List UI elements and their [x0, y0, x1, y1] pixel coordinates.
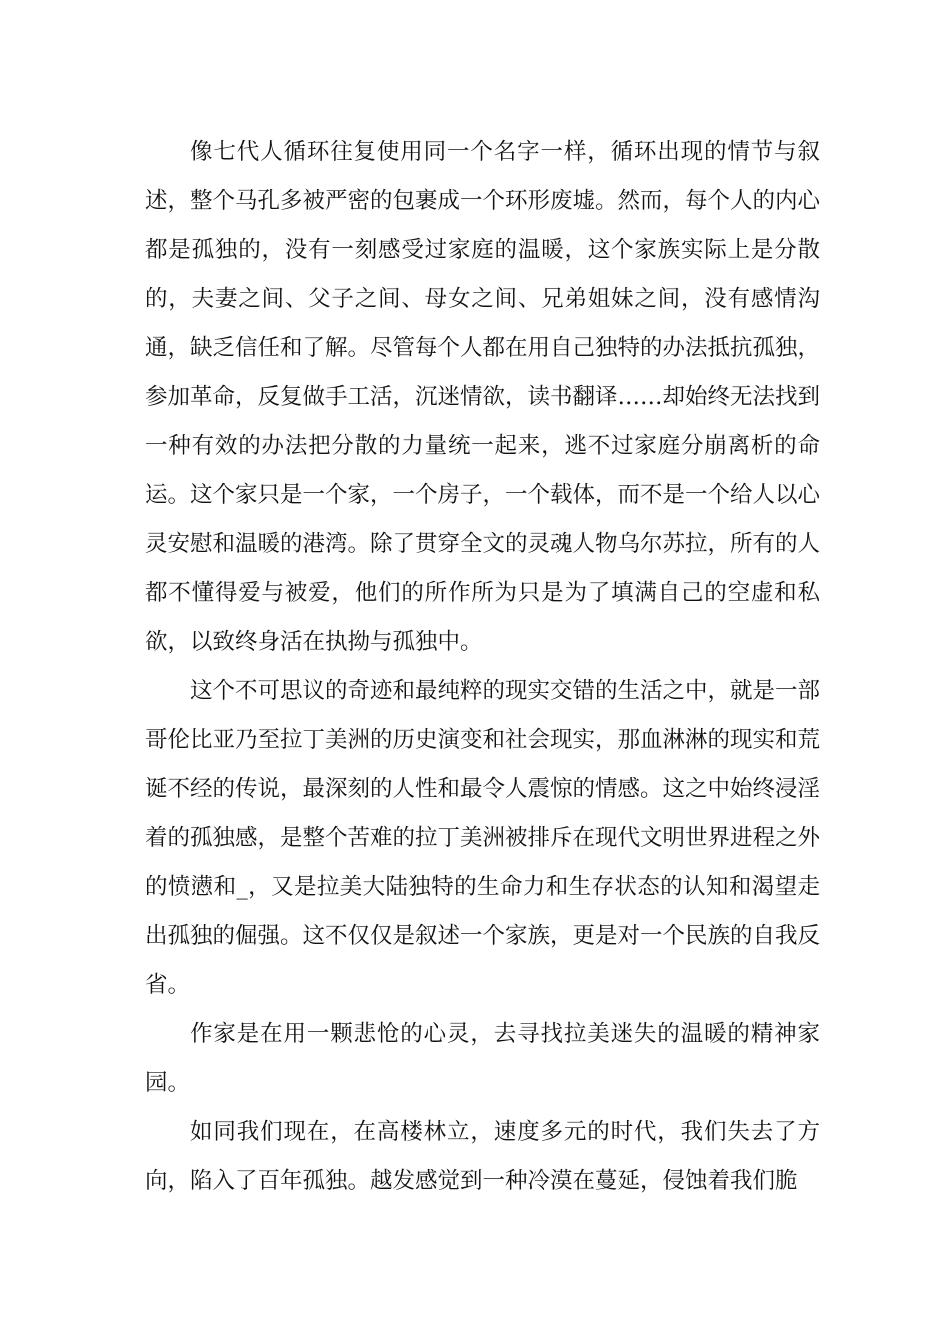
paragraph-3: 作家是在用一颗悲怆的心灵，去寻找拉美迷失的温暖的精神家园。: [145, 1021, 820, 1096]
paragraph-2: 这个不可思议的奇迹和最纯粹的现实交错的生活之中，就是一部哥伦比亚乃至拉丁美洲的历史演变和社会现实，那血淋淋的现实和荒诞不经的传说，最深刻的人性和最令人震惊的情感。这之中始终浸淫着的孤独感，是整个苦难的拉丁美洲被排斥在现代文明世界进程之外的愤懑和_，又是拉美大陆独特的生命力和生存状态的认知和渴望走出孤独的倔强。这不仅仅是叙述一个家族，更是对一个民族的自我反省。: [145, 678, 821, 998]
document-page: [145, 128, 820, 1206]
paragraph-1: 像七代人循环往复使用同一个名字一样，循环出现的情节与叙述，整个马孔多被严密的包裹成一个环形废墟。然而，每个人的内心都是孤独的，没有一刻感受过家庭的温暖，这个家族实际上是分散的，夫妻之间、父子之间、母女之间、兄弟姐妹之间，没有感情沟通，缺乏信任和了解。尽管每个人都在用自己独特的办法抵抗孤独，参加革命，反复做手工活，沉迷情欲，读书翻译……却始终无法找到一种有效的办法把分散的力量统一起来，逃不过家庭分崩离析的命运。这个家只是一个家，一个房子，一个载体，而不是一个给人以心灵安慰和温暖的港湾。除了贯穿全文的灵魂人物乌尔苏拉，所有的人都不懂得爱与被爱，他们的所作所为只是为了填满自己的空虚和私欲，以致终身活在执拗与孤独中。: [145, 139, 821, 655]
paragraph-4: 如同我们现在，在高楼林立，速度多元的时代，我们失去了方向，陷入了百年孤独。越发感觉到一种冷漠在蔓延，侵蚀着我们脆: [145, 1119, 820, 1194]
